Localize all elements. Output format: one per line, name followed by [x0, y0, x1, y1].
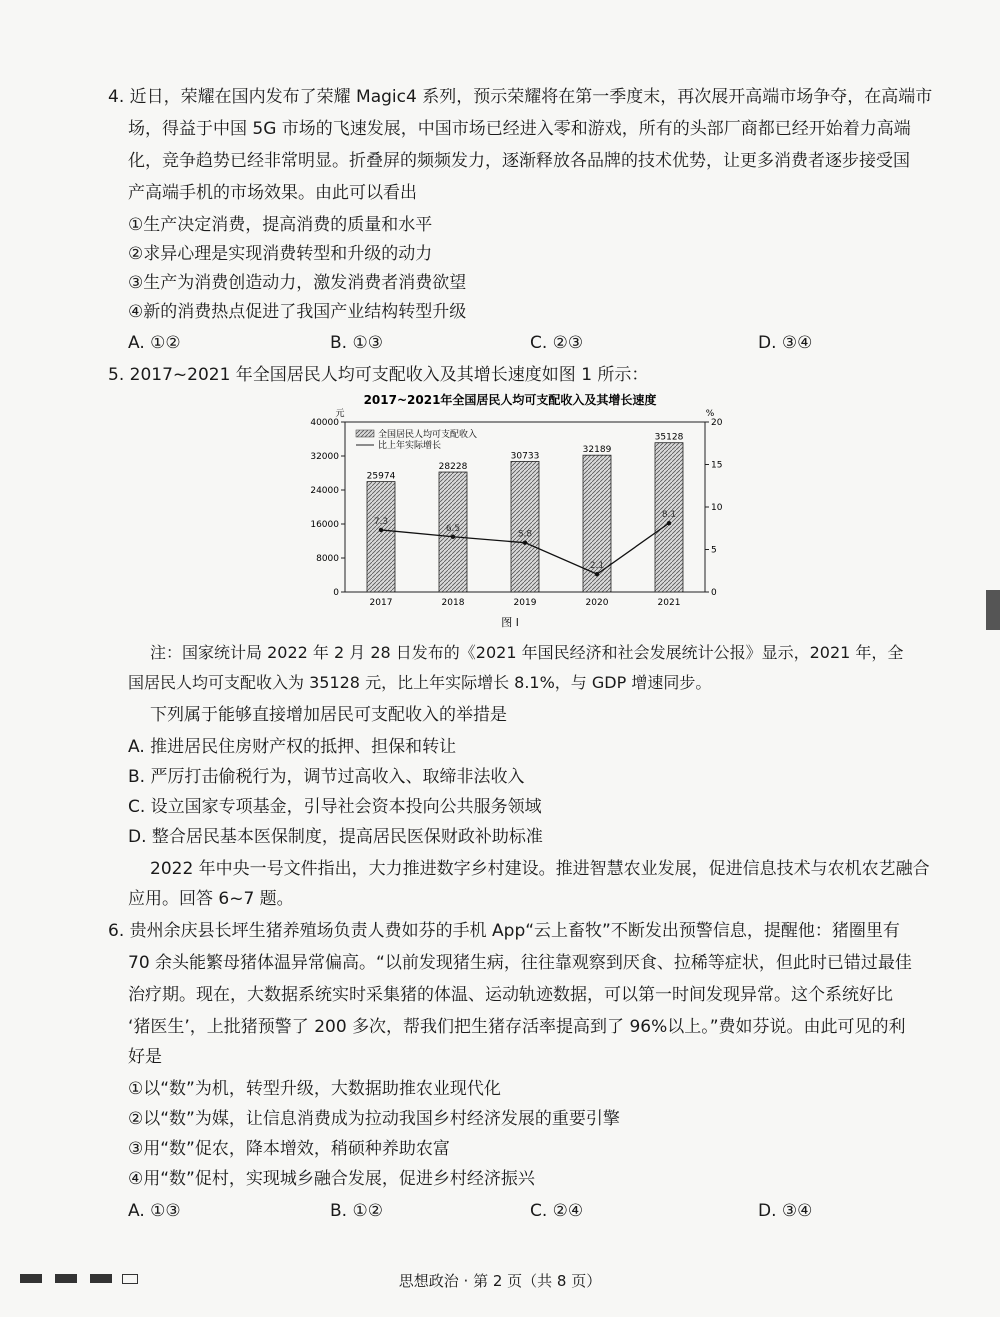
q5-option-a: A. 推进居民住房财产权的抵押、担保和转让 [128, 737, 457, 757]
y-left-tick-label: 8000 [316, 554, 339, 564]
income-bar-label: 28228 [438, 462, 468, 473]
q6-option-d: D. ③④ [758, 1201, 813, 1221]
growth-point [595, 572, 599, 576]
income-bar-label: 32189 [582, 445, 612, 456]
growth-label: 2.1 [589, 561, 605, 572]
growth-point [523, 541, 527, 545]
figure-caption: 图 l [501, 616, 519, 629]
q4-item-1: ①生产决定消费，提高消费的质量和水平 [128, 215, 433, 235]
legend-bar-label: 全国居民人均可支配收入 [378, 430, 478, 440]
q5-intro: 5. 2017~2021 年全国居民人均可支配收入及其增长速度如图 1 所示： [108, 365, 649, 385]
growth-label: 7.3 [373, 516, 389, 527]
q5-option-c: C. 设立国家专项基金，引导社会资本投向公共服务领域 [128, 797, 542, 817]
growth-label: 8.1 [661, 510, 677, 521]
q4-line-1: 4. 近日，荣耀在国内发布了荣耀 Magic4 系列，预示荣耀将在第一季度末，再次展开高端市场争夺，在高端市 [108, 87, 933, 107]
y-right-tick-label: 5 [711, 545, 717, 556]
q4-item-3: ③生产为消费创造动力，激发消费者消费欲望 [128, 273, 467, 293]
y-left-unit: 元 [335, 409, 345, 419]
q4-option-b: B. ①③ [330, 333, 383, 353]
chart-title: 2017~2021年全国居民人均可支配收入及其增长速度 [363, 393, 657, 407]
x-tick-label: 2017 [369, 598, 393, 608]
x-tick-label: 2020 [585, 598, 609, 608]
q6-line-5: 好是 [128, 1047, 162, 1067]
income-chart [300, 390, 723, 630]
q6-item-1: ①以“数”为机，转型升级，大数据助推农业现代化 [128, 1079, 501, 1099]
q4-item-2: ②求异心理是实现消费转型和升级的动力 [128, 244, 433, 264]
y-right-tick-label: 15 [711, 460, 723, 471]
q5-option-d: D. 整合居民基本医保制度，提高居民医保财政补助标准 [128, 827, 543, 847]
shared-line-1: 2022 年中央一号文件指出，大力推进数字乡村建设。推进智慧农业发展，促进信息技术与农机农艺融合 [150, 859, 930, 879]
shared-line-2: 应用。回答 6~7 题。 [128, 889, 294, 909]
q5-stem: 下列属于能够直接增加居民可支配收入的举措是 [150, 705, 507, 725]
y-left-tick-label: 32000 [310, 452, 339, 462]
y-right-tick-label: 0 [711, 588, 717, 598]
q4-item-4: ④新的消费热点促进了我国产业结构转型升级 [128, 302, 467, 322]
growth-label: 5.8 [517, 529, 533, 540]
q6-item-2: ②以“数”为媒，让信息消费成为拉动我国乡村经济发展的重要引擎 [128, 1109, 620, 1129]
q4-line-2: 场，得益于中国 5G 市场的飞速发展，中国市场已经进入零和游戏，所有的头部厂商都已经开始着力高端 [128, 119, 911, 139]
income-bar [367, 482, 395, 592]
q4-option-c: C. ②③ [530, 333, 584, 353]
x-tick-label: 2019 [513, 598, 537, 608]
y-left-tick-label: 24000 [310, 486, 339, 496]
y-left-tick-label: 0 [333, 588, 339, 598]
q6-line-3: 治疗期。现在，大数据系统实时采集猪的体温、运动轨迹数据，可以第一时间发现异常。这个系统好比 [128, 985, 893, 1005]
q6-option-c: C. ②④ [530, 1201, 584, 1221]
growth-point [451, 535, 455, 539]
q6-option-b: B. ①② [330, 1201, 383, 1221]
y-right-tick-label: 20 [711, 418, 723, 428]
q5-note-line-1: 注：国家统计局 2022 年 2 月 28 日发布的《2021 年国民经济和社会发展统计公报》显示，2021 年，全 [150, 643, 904, 662]
growth-point [379, 528, 383, 532]
y-left-tick-label: 16000 [310, 520, 339, 530]
income-bar-label: 30733 [510, 451, 540, 462]
q4-line-3: 化，竞争趋势已经非常明显。折叠屏的频频发力，逐渐释放各品牌的技术优势，让更多消费者逐步接受国 [128, 151, 910, 171]
q4-option-d: D. ③④ [758, 333, 813, 353]
chart-legend [356, 428, 477, 451]
growth-point [667, 521, 671, 525]
q6-line-4: ‘猪医生’，上批猪预警了 200 多次，帮我们把生猪存活率提高到了 96%以上。”费如芬说。由此可见的利 [128, 1017, 906, 1037]
q6-line-1: 6. 贵州余庆县长坪生猪养殖场负责人费如芬的手机 App“云上畜牧”不断发出预警信息，提醒他：猪圈里有 [108, 921, 900, 941]
page-footer: 思想政治 · 第 2 页（共 8 页） [398, 1272, 602, 1290]
legend-bar-swatch [356, 430, 374, 437]
income-bar [511, 461, 539, 592]
q5-option-b: B. 严厉打击偷税行为，调节过高收入、取缔非法收入 [128, 767, 525, 787]
q6-item-3: ③用“数”促农，降本增效，稍硕种养助农富 [128, 1139, 450, 1159]
q4-option-a: A. ①② [128, 333, 181, 353]
y-left-tick-label: 40000 [310, 418, 339, 428]
q6-item-4: ④用“数”促村，实现城乡融合发展，促进乡村经济振兴 [128, 1169, 535, 1189]
x-tick-label: 2018 [441, 598, 465, 608]
legend-line-label: 比上年实际增长 [378, 441, 442, 451]
y-right-tick-label: 10 [711, 503, 723, 513]
q5-note-line-2: 国居民人均可支配收入为 35128 元，比上年实际增长 8.1%，与 GDP 增速同步。 [128, 673, 712, 692]
q4-line-4: 产高端手机的市场效果。由此可以看出 [128, 183, 417, 203]
y-right-unit: % [705, 409, 715, 419]
q6-option-a: A. ①③ [128, 1201, 181, 1221]
x-tick-label: 2021 [657, 598, 681, 608]
income-bar-label: 35128 [654, 432, 684, 443]
income-bar-label: 25974 [366, 471, 396, 482]
side-mark [986, 590, 1000, 630]
income-bar [583, 455, 611, 592]
q6-line-2: 70 余头能繁母猪体温异常偏高。“以前发现猪生病，往往靠观察到厌食、拉稀等症状，但此时已错过最佳 [128, 953, 912, 973]
growth-label: 6.5 [445, 523, 461, 534]
